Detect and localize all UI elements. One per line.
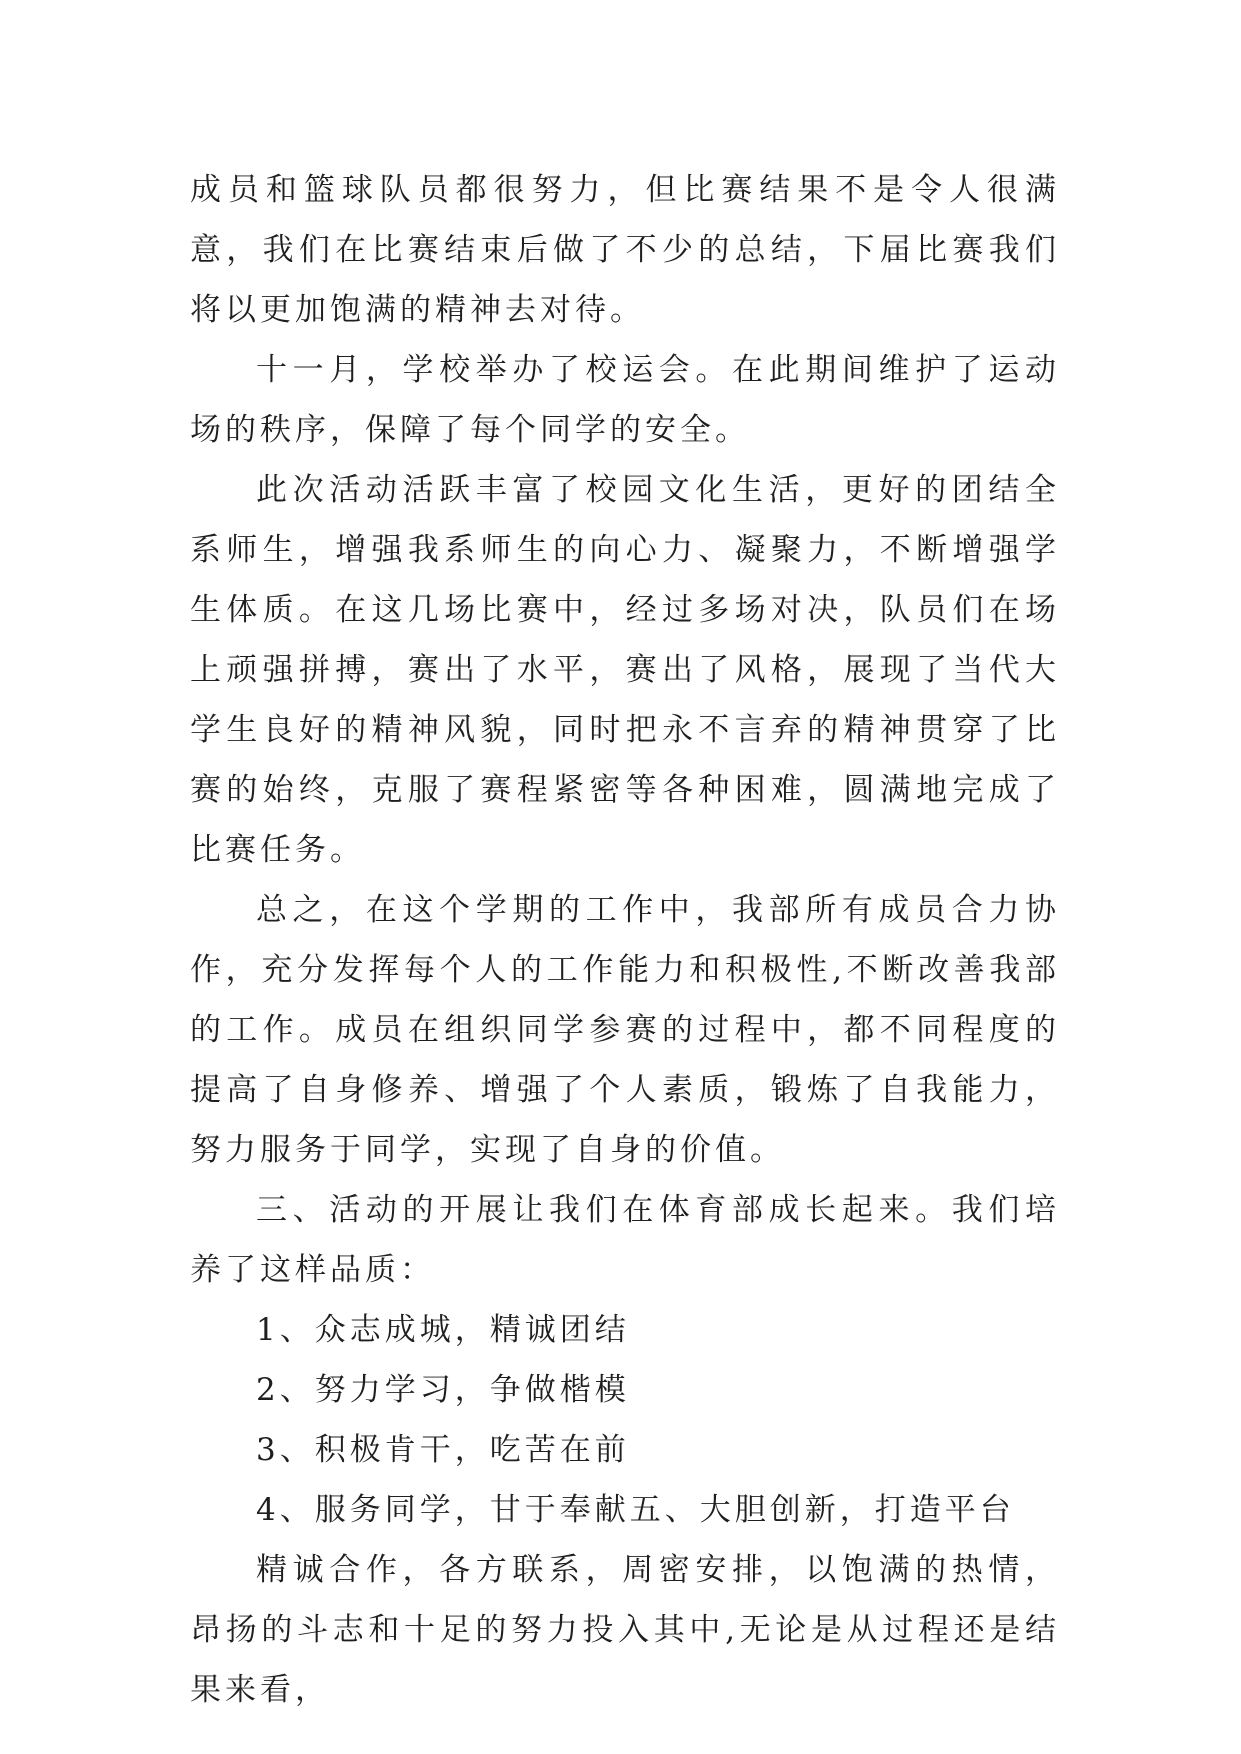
body-text: [190, 160, 1060, 1720]
paragraph-conclusion: 总之，在这个学期的工作中，我部所有成员合力协作，充分发挥每个人的工作能力和积极性,不断改善我部的工作。成员在组织同学参赛的过程中，都不同程度的提高了自身修养、增强了个人素质，锻炼了自我能力，努力服务于同学，实现了自身的价值。: [190, 892, 1060, 1168]
paragraph-section-three: 三、活动的开展让我们在体育部成长起来。我们培养了这样品质：: [190, 1192, 1060, 1288]
list-item: 2、努力学习，争做楷模: [256, 1372, 630, 1408]
list-item: 4、服务同学，甘于奉献五、大胆创新，打造平台: [256, 1492, 1015, 1528]
paragraph-activity-summary: 此次活动活跃丰富了校园文化生活，更好的团结全系师生，增强我系师生的向心力、凝聚力，不断增强学生体质。在这几场比赛中，经过多场对决，队员们在场上顽强拼搏，赛出了水平，赛出了风格，展现了当代大学生良好的精神风貌，同时把永不言弃的精神贯穿了比赛的始终，克服了赛程紧密等各种困难，圆满地完成了比赛任务。: [190, 472, 1060, 868]
list-item: 1、众志成城，精诚团结: [256, 1312, 630, 1348]
paragraph-closing: 精诚合作，各方联系，周密安排，以饱满的热情，昂扬的斗志和十足的努力投入其中,无论是从过程还是结果来看，: [190, 1552, 1060, 1708]
paragraph-continuation: 成员和篮球队员都很努力，但比赛结果不是令人很满意，我们在比赛结束后做了不少的总结，下届比赛我们将以更加饱满的精神去对待。: [190, 172, 1060, 328]
list-item: 3、积极肯干，吃苦在前: [256, 1432, 630, 1468]
paragraph-sports-meet: 十一月，学校举办了校运会。在此期间维护了运动场的秩序，保障了每个同学的安全。: [190, 352, 1060, 448]
